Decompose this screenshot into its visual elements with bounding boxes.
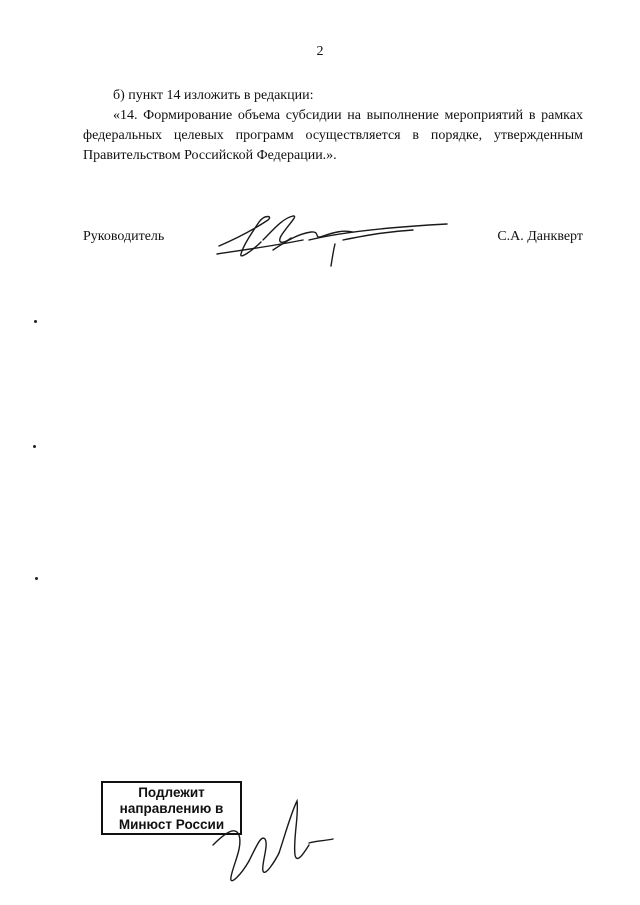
scan-speck — [35, 577, 38, 580]
scan-speck — [33, 445, 36, 448]
signature-block — [83, 226, 583, 276]
signatory-name: С.А. Данкверт — [497, 229, 583, 244]
body-text — [83, 86, 583, 166]
stamp-handwritten-initials — [205, 795, 345, 895]
paragraph-amendment: б) пункт 14 изложить в редакции: — [113, 88, 314, 103]
stamp-line-2: направлению в — [119, 801, 224, 816]
paragraph-new-wording: «14. Формирование объема субсидии на выполнение мероприятий в рамках федеральных целевых программ осуществляется в порядке, утвержденным Правительством Российской Федерации.». — [83, 108, 583, 163]
signatory-title: Руководитель — [83, 229, 165, 244]
stamp-line-1: Подлежит — [138, 785, 205, 800]
scan-speck — [34, 320, 37, 323]
handwritten-signature — [213, 210, 453, 270]
stamp-line-3: Минюст России — [118, 817, 225, 832]
page-number: 2 — [316, 44, 324, 59]
